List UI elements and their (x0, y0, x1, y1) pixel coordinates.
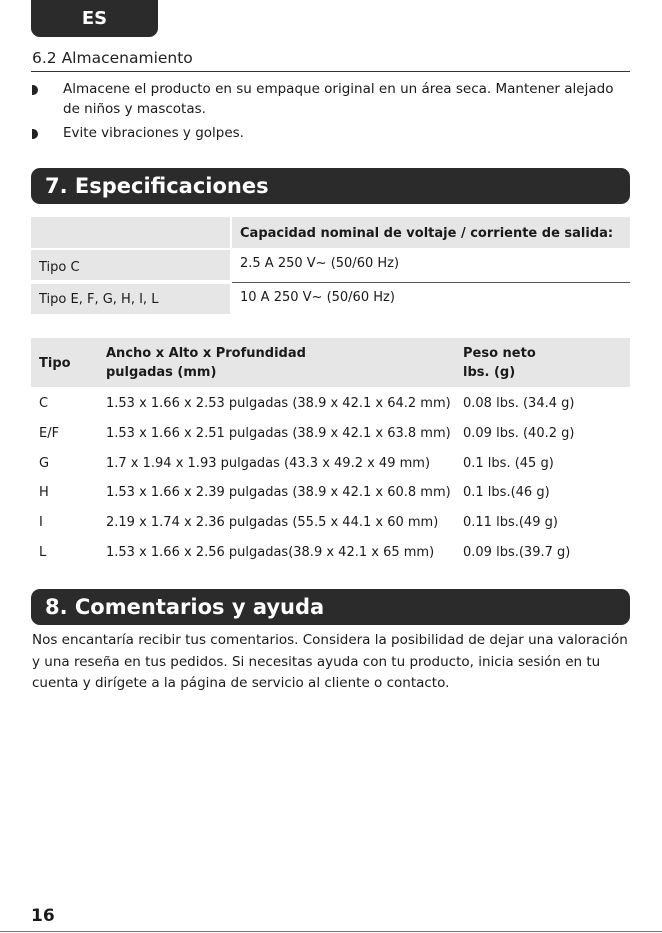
storage-section-title: 6.2 Almacenamiento (32, 49, 193, 67)
bullet-icon (32, 129, 38, 139)
row-weight: 0.09 lbs. (40.2 g) (463, 426, 575, 441)
row-dimensions: 1.53 x 1.66 x 2.39 pulgadas (38.9 x 42.1 x 60.8 mm) (106, 485, 451, 500)
storage-bullet (32, 123, 630, 143)
row-type: C (39, 396, 49, 411)
storage-bullet (32, 79, 630, 119)
header-type: Tipo (39, 356, 71, 371)
rating-type-cell: Tipo E, F, G, H, I, L (31, 284, 230, 314)
rating-header-empty (31, 217, 230, 248)
row-dimensions: 1.7 x 1.94 x 1.93 pulgadas (43.3 x 49.2 x 49 mm) (106, 456, 431, 471)
row-type: H (39, 485, 49, 500)
row-dimensions: 1.53 x 1.66 x 2.51 pulgadas (38.9 x 42.1 x 63.8 mm) (106, 426, 451, 441)
row-type: L (39, 545, 47, 560)
row-weight: 0.1 lbs.(46 g) (463, 485, 550, 500)
header-dimensions: Ancho x Alto x Profundidad (106, 346, 306, 361)
bullet-text: Almacene el producto en su empaque original en un área seca. Mantener alejado de niños y mascotas. (63, 81, 614, 117)
bullet-text: Evite vibraciones y golpes. (63, 125, 244, 141)
feedback-heading: 8. Comentarios y ayuda (31, 589, 630, 625)
row-type: G (39, 456, 50, 471)
row-dimensions: 1.53 x 1.66 x 2.53 pulgadas (38.9 x 42.1 x 64.2 mm) (106, 396, 451, 411)
row-weight: 0.1 lbs. (45 g) (463, 456, 554, 471)
page-bottom-rule (0, 931, 662, 932)
feedback-paragraph: Nos encantaría recibir tus comentarios. Considera la posibilidad de dejar una valoración y una reseña en tus pedidos. Si necesitas ayuda con tu producto, inicia sesión en tu cuenta y dirígete a la página de servicio al cliente o contacto. (32, 632, 628, 691)
row-weight: 0.08 lbs. (34.4 g) (463, 396, 575, 411)
page-number: 16 (31, 906, 55, 926)
header-weight-unit: lbs. (g) (463, 365, 516, 380)
row-type: E/F (39, 426, 60, 441)
rating-value-cell: 10 A 250 V~ (50/60 Hz) (240, 290, 395, 305)
header-dimensions-unit: pulgadas (mm) (106, 365, 217, 380)
specifications-heading: 7. Especificaciones (31, 168, 630, 204)
row-dimensions: 1.53 x 1.66 x 2.56 pulgadas(38.9 x 42.1 x 65 mm) (106, 545, 435, 560)
section-divider (31, 71, 630, 72)
language-tab: ES (31, 0, 158, 37)
header-weight: Peso neto (463, 346, 536, 361)
rating-value-cell: 2.5 A 250 V~ (50/60 Hz) (240, 256, 400, 271)
row-type: I (39, 515, 43, 530)
row-weight: 0.09 lbs.(39.7 g) (463, 545, 571, 560)
rating-type-cell: Tipo C (31, 250, 230, 280)
row-weight: 0.11 lbs.(49 g) (463, 515, 558, 530)
rating-header: Capacidad nominal de voltaje / corriente de salida: (232, 217, 630, 248)
table-divider (232, 282, 630, 283)
bullet-icon (32, 85, 38, 95)
row-dimensions: 2.19 x 1.74 x 2.36 pulgadas (55.5 x 44.1 x 60 mm) (106, 515, 439, 530)
